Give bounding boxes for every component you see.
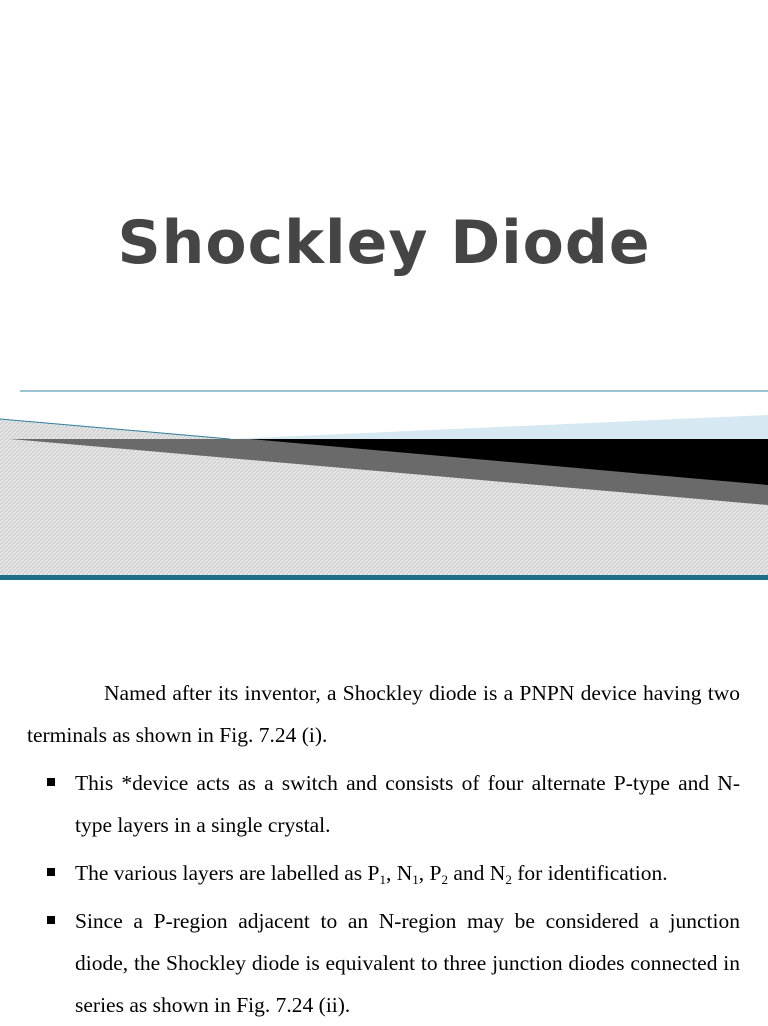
square-bullet-icon bbox=[47, 916, 55, 924]
slide-body bbox=[27, 672, 740, 1026]
decorative-band bbox=[0, 385, 768, 585]
bullet-item bbox=[27, 900, 740, 1026]
square-bullet-icon bbox=[47, 868, 55, 876]
square-bullet-icon bbox=[47, 778, 55, 786]
bullet-item bbox=[27, 852, 740, 894]
intro-paragraph: Named after its inventor, a Shockley diode is a PNPN device having two terminals as shown in Fig. 7.24 (i). bbox=[27, 681, 740, 747]
light-wedge bbox=[230, 415, 768, 439]
bullet-item bbox=[27, 762, 740, 846]
slide-title: Shockley Diode bbox=[117, 208, 651, 278]
bullet-list bbox=[27, 762, 740, 1026]
bullet-text: Since a P-region adjacent to an N-region may be considered a junction diode, the Shockley diode is equivalent to three junction diodes connected in series as shown in Fig. 7.24 (ii). bbox=[75, 909, 740, 1017]
bottom-accent-bar bbox=[0, 575, 768, 580]
bullet-text: This *device acts as a switch and consists of four alternate P-type and N-type layers in a single crystal. bbox=[75, 771, 740, 837]
bullet-text: The various layers are labelled as $P_1$, $N_1$, $P_2$ and $N_2$ for identification. bbox=[75, 861, 668, 887]
